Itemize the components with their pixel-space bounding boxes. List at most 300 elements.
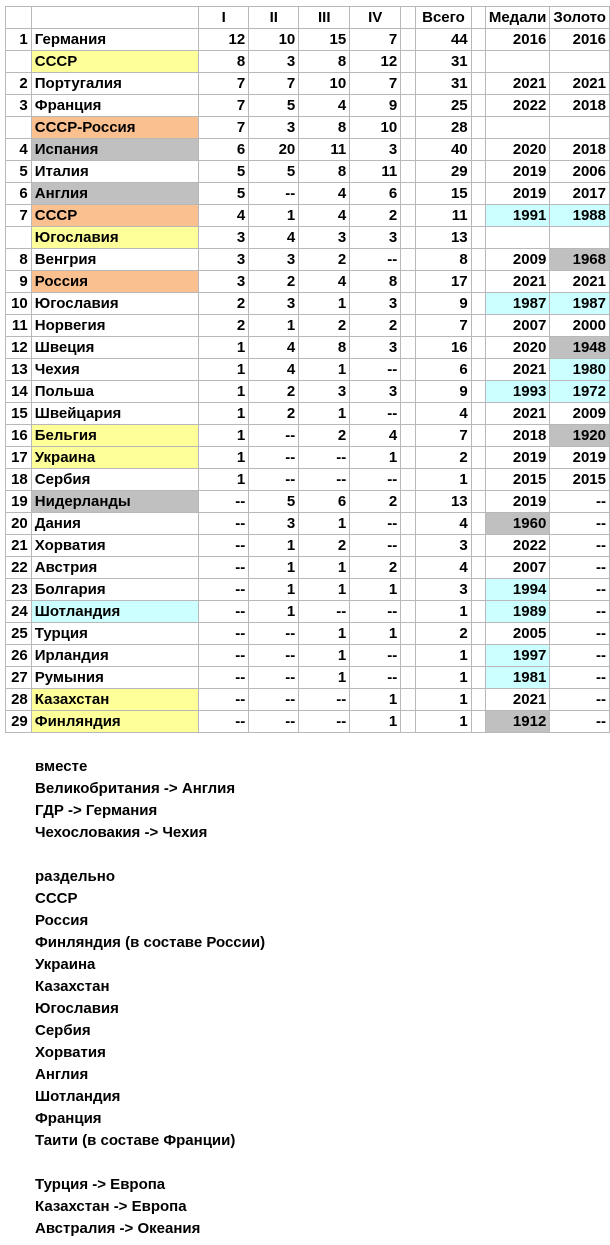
spacer-cell bbox=[401, 623, 416, 645]
total-cell: 25 bbox=[416, 95, 471, 117]
count-cell: -- bbox=[249, 667, 299, 689]
header-col-1: I bbox=[199, 7, 249, 29]
total-cell: 1 bbox=[416, 711, 471, 733]
total-cell: 17 bbox=[416, 271, 471, 293]
note-line: Франция bbox=[35, 1110, 102, 1127]
country-cell: Чехия bbox=[31, 359, 198, 381]
count-cell: 10 bbox=[249, 29, 299, 51]
note-line: Англия bbox=[35, 1066, 89, 1083]
count-cell: 12 bbox=[199, 29, 249, 51]
note-line: Россия bbox=[35, 912, 89, 929]
country-cell: Испания bbox=[31, 139, 198, 161]
medals-year-cell: 2007 bbox=[485, 315, 549, 337]
count-cell: 1 bbox=[249, 557, 299, 579]
count-cell: 6 bbox=[299, 491, 350, 513]
count-cell: 1 bbox=[199, 337, 249, 359]
note-line: вместе bbox=[35, 758, 88, 775]
table-row bbox=[6, 271, 610, 293]
count-cell: 11 bbox=[299, 139, 350, 161]
spacer-cell bbox=[471, 513, 485, 535]
medals-year-cell bbox=[485, 51, 549, 73]
count-cell: 3 bbox=[350, 381, 401, 403]
table-row bbox=[6, 689, 610, 711]
spacer-cell bbox=[471, 293, 485, 315]
note-line: Югославия bbox=[35, 1000, 119, 1017]
count-cell: 4 bbox=[299, 183, 350, 205]
count-cell: 2 bbox=[199, 293, 249, 315]
gold-year-cell: -- bbox=[550, 557, 610, 579]
header-medals: Медали bbox=[485, 7, 549, 29]
spacer-cell bbox=[401, 535, 416, 557]
spacer-cell bbox=[471, 601, 485, 623]
count-cell: -- bbox=[199, 513, 249, 535]
spacer-cell bbox=[471, 491, 485, 513]
rank-cell bbox=[6, 227, 32, 249]
spacer-cell bbox=[401, 711, 416, 733]
total-cell: 15 bbox=[416, 183, 471, 205]
gold-year-cell: -- bbox=[550, 491, 610, 513]
count-cell: 2 bbox=[299, 249, 350, 271]
spacer-cell bbox=[401, 7, 416, 29]
note-line: Великобритания -> Англия bbox=[35, 780, 236, 797]
total-cell: 31 bbox=[416, 51, 471, 73]
count-cell: 3 bbox=[249, 293, 299, 315]
header-country bbox=[31, 7, 198, 29]
spacer-cell bbox=[471, 403, 485, 425]
country-cell: Германия bbox=[31, 29, 198, 51]
country-cell: Румыния bbox=[31, 667, 198, 689]
spacer-cell bbox=[471, 161, 485, 183]
count-cell: 3 bbox=[350, 293, 401, 315]
medals-year-cell: 1993 bbox=[485, 381, 549, 403]
gold-year-cell: -- bbox=[550, 645, 610, 667]
count-cell: -- bbox=[299, 601, 350, 623]
count-cell: -- bbox=[249, 425, 299, 447]
count-cell: 1 bbox=[350, 711, 401, 733]
count-cell: 3 bbox=[249, 249, 299, 271]
spacer-cell bbox=[471, 623, 485, 645]
count-cell: 2 bbox=[299, 535, 350, 557]
count-cell: -- bbox=[249, 469, 299, 491]
count-cell: 7 bbox=[199, 73, 249, 95]
rank-cell: 6 bbox=[6, 183, 32, 205]
note-line: Финляндия (в составе России) bbox=[35, 934, 266, 951]
spacer-cell bbox=[471, 579, 485, 601]
count-cell: -- bbox=[199, 645, 249, 667]
medals-year-cell: 1989 bbox=[485, 601, 549, 623]
rank-cell: 27 bbox=[6, 667, 32, 689]
total-cell: 40 bbox=[416, 139, 471, 161]
count-cell: -- bbox=[199, 579, 249, 601]
rank-cell: 24 bbox=[6, 601, 32, 623]
header-col-2: II bbox=[249, 7, 299, 29]
count-cell: 2 bbox=[350, 315, 401, 337]
count-cell: -- bbox=[199, 689, 249, 711]
total-cell: 16 bbox=[416, 337, 471, 359]
table-row bbox=[6, 293, 610, 315]
medals-year-cell: 2021 bbox=[485, 403, 549, 425]
count-cell: -- bbox=[350, 359, 401, 381]
table-row bbox=[6, 579, 610, 601]
gold-year-cell: 2021 bbox=[550, 73, 610, 95]
spacer-cell bbox=[471, 271, 485, 293]
country-cell: Венгрия bbox=[31, 249, 198, 271]
rank-cell: 14 bbox=[6, 381, 32, 403]
count-cell: 7 bbox=[199, 117, 249, 139]
spacer-cell bbox=[401, 271, 416, 293]
spacer-cell bbox=[471, 359, 485, 381]
count-cell: 3 bbox=[249, 51, 299, 73]
count-cell: 1 bbox=[350, 689, 401, 711]
total-cell: 6 bbox=[416, 359, 471, 381]
country-cell: Болгария bbox=[31, 579, 198, 601]
count-cell: 1 bbox=[299, 645, 350, 667]
spacer-cell bbox=[401, 667, 416, 689]
count-cell: 1 bbox=[350, 579, 401, 601]
count-cell: 1 bbox=[299, 293, 350, 315]
table-row bbox=[6, 403, 610, 425]
country-cell: Швеция bbox=[31, 337, 198, 359]
spacer-cell bbox=[471, 557, 485, 579]
medals-year-cell: 2020 bbox=[485, 139, 549, 161]
total-cell: 1 bbox=[416, 645, 471, 667]
note-line: Украина bbox=[35, 956, 96, 973]
table-row bbox=[6, 73, 610, 95]
spacer-cell bbox=[401, 447, 416, 469]
table-row bbox=[6, 601, 610, 623]
count-cell: 5 bbox=[249, 491, 299, 513]
total-cell: 28 bbox=[416, 117, 471, 139]
header-col-3: III bbox=[299, 7, 350, 29]
table-row bbox=[6, 491, 610, 513]
medals-year-cell: 2019 bbox=[485, 491, 549, 513]
table-row bbox=[6, 249, 610, 271]
count-cell: -- bbox=[350, 403, 401, 425]
total-cell: 4 bbox=[416, 557, 471, 579]
count-cell: 4 bbox=[350, 425, 401, 447]
count-cell: 2 bbox=[249, 381, 299, 403]
country-cell: Финляндия bbox=[31, 711, 198, 733]
count-cell: 15 bbox=[299, 29, 350, 51]
spacer-cell bbox=[471, 711, 485, 733]
rank-cell: 22 bbox=[6, 557, 32, 579]
note-line: раздельно bbox=[35, 868, 115, 885]
gold-year-cell: 1920 bbox=[550, 425, 610, 447]
gold-year-cell: -- bbox=[550, 711, 610, 733]
rank-cell bbox=[6, 51, 32, 73]
gold-year-cell: 2018 bbox=[550, 95, 610, 117]
count-cell: 5 bbox=[199, 161, 249, 183]
count-cell: 1 bbox=[299, 513, 350, 535]
count-cell: 2 bbox=[350, 557, 401, 579]
spacer-cell bbox=[471, 139, 485, 161]
spacer-cell bbox=[471, 249, 485, 271]
spacer-cell bbox=[401, 183, 416, 205]
country-cell: Украина bbox=[31, 447, 198, 469]
medals-year-cell: 2021 bbox=[485, 359, 549, 381]
count-cell: -- bbox=[249, 183, 299, 205]
spacer-cell bbox=[401, 117, 416, 139]
spacer-cell bbox=[401, 73, 416, 95]
count-cell: 3 bbox=[299, 227, 350, 249]
spacer-cell bbox=[471, 667, 485, 689]
spacer-cell bbox=[471, 689, 485, 711]
count-cell: 1 bbox=[199, 447, 249, 469]
table-row bbox=[6, 359, 610, 381]
rank-cell: 21 bbox=[6, 535, 32, 557]
count-cell: 8 bbox=[299, 161, 350, 183]
total-cell: 7 bbox=[416, 315, 471, 337]
spacer-cell bbox=[401, 403, 416, 425]
spacer-cell bbox=[471, 315, 485, 337]
total-cell: 2 bbox=[416, 623, 471, 645]
spacer-cell bbox=[401, 51, 416, 73]
medals-year-cell: 2009 bbox=[485, 249, 549, 271]
gold-year-cell: 1972 bbox=[550, 381, 610, 403]
count-cell: 2 bbox=[299, 425, 350, 447]
count-cell: 1 bbox=[299, 557, 350, 579]
medals-year-cell: 2021 bbox=[485, 689, 549, 711]
count-cell: 1 bbox=[299, 623, 350, 645]
gold-year-cell: 1987 bbox=[550, 293, 610, 315]
rank-cell: 20 bbox=[6, 513, 32, 535]
count-cell: 6 bbox=[350, 183, 401, 205]
count-cell: 20 bbox=[249, 139, 299, 161]
table-row bbox=[6, 381, 610, 403]
spacer-cell bbox=[401, 161, 416, 183]
spacer-cell bbox=[401, 579, 416, 601]
note-line: Сербия bbox=[35, 1022, 91, 1039]
rank-cell: 8 bbox=[6, 249, 32, 271]
rank-cell: 25 bbox=[6, 623, 32, 645]
count-cell: 4 bbox=[299, 95, 350, 117]
country-cell: Австрия bbox=[31, 557, 198, 579]
table-row bbox=[6, 535, 610, 557]
spacer-cell bbox=[471, 645, 485, 667]
count-cell: 8 bbox=[199, 51, 249, 73]
medals-year-cell bbox=[485, 227, 549, 249]
count-cell: 1 bbox=[199, 403, 249, 425]
rank-cell: 2 bbox=[6, 73, 32, 95]
rank-cell: 16 bbox=[6, 425, 32, 447]
count-cell: 3 bbox=[350, 139, 401, 161]
count-cell: 4 bbox=[299, 205, 350, 227]
country-cell: СССР-Россия bbox=[31, 117, 198, 139]
spacer-cell bbox=[471, 183, 485, 205]
total-cell: 4 bbox=[416, 513, 471, 535]
count-cell: -- bbox=[199, 623, 249, 645]
count-cell: 3 bbox=[199, 227, 249, 249]
table-row bbox=[6, 425, 610, 447]
total-cell: 1 bbox=[416, 667, 471, 689]
total-cell: 29 bbox=[416, 161, 471, 183]
count-cell: 2 bbox=[299, 315, 350, 337]
medals-year-cell: 2019 bbox=[485, 183, 549, 205]
spacer-cell bbox=[471, 95, 485, 117]
count-cell: 2 bbox=[199, 315, 249, 337]
total-cell: 3 bbox=[416, 535, 471, 557]
count-cell: 1 bbox=[249, 579, 299, 601]
count-cell: 12 bbox=[350, 51, 401, 73]
medals-year-cell: 2022 bbox=[485, 95, 549, 117]
total-cell: 11 bbox=[416, 205, 471, 227]
gold-year-cell bbox=[550, 51, 610, 73]
count-cell: -- bbox=[199, 667, 249, 689]
count-cell: -- bbox=[249, 447, 299, 469]
notes-block bbox=[35, 756, 265, 1240]
total-cell: 2 bbox=[416, 447, 471, 469]
count-cell: -- bbox=[350, 667, 401, 689]
medals-year-cell: 2020 bbox=[485, 337, 549, 359]
count-cell: -- bbox=[350, 249, 401, 271]
table-row bbox=[6, 513, 610, 535]
spacer-cell bbox=[401, 249, 416, 271]
table-row bbox=[6, 623, 610, 645]
count-cell: 8 bbox=[299, 51, 350, 73]
count-cell: 9 bbox=[350, 95, 401, 117]
count-cell: 4 bbox=[249, 359, 299, 381]
count-cell: -- bbox=[199, 491, 249, 513]
count-cell: 5 bbox=[249, 161, 299, 183]
rank-cell: 11 bbox=[6, 315, 32, 337]
gold-year-cell: -- bbox=[550, 667, 610, 689]
table-row bbox=[6, 205, 610, 227]
count-cell: -- bbox=[199, 711, 249, 733]
count-cell: -- bbox=[199, 601, 249, 623]
table-row bbox=[6, 183, 610, 205]
count-cell: 1 bbox=[299, 359, 350, 381]
gold-year-cell: 2000 bbox=[550, 315, 610, 337]
spacer-cell bbox=[401, 359, 416, 381]
spacer-cell bbox=[401, 557, 416, 579]
country-cell: Дания bbox=[31, 513, 198, 535]
count-cell: 5 bbox=[249, 95, 299, 117]
count-cell: 1 bbox=[249, 315, 299, 337]
total-cell: 31 bbox=[416, 73, 471, 95]
spacer-cell bbox=[401, 469, 416, 491]
medals-year-cell: 2019 bbox=[485, 161, 549, 183]
rank-cell: 19 bbox=[6, 491, 32, 513]
table-row bbox=[6, 557, 610, 579]
spacer-cell bbox=[401, 95, 416, 117]
count-cell: -- bbox=[249, 711, 299, 733]
table-row bbox=[6, 29, 610, 51]
medals-year-cell: 2018 bbox=[485, 425, 549, 447]
count-cell: 10 bbox=[299, 73, 350, 95]
note-blank-line bbox=[35, 844, 265, 866]
medals-year-cell: 2005 bbox=[485, 623, 549, 645]
rank-cell: 9 bbox=[6, 271, 32, 293]
count-cell: 8 bbox=[299, 337, 350, 359]
rank-cell: 15 bbox=[6, 403, 32, 425]
country-cell: Англия bbox=[31, 183, 198, 205]
header-total: Всего bbox=[416, 7, 471, 29]
rank-cell: 23 bbox=[6, 579, 32, 601]
header-row bbox=[6, 7, 610, 29]
country-cell: Польша bbox=[31, 381, 198, 403]
count-cell: -- bbox=[249, 623, 299, 645]
table-row bbox=[6, 117, 610, 139]
gold-year-cell: -- bbox=[550, 535, 610, 557]
table-row bbox=[6, 667, 610, 689]
count-cell: -- bbox=[350, 513, 401, 535]
country-cell: Югославия bbox=[31, 293, 198, 315]
gold-year-cell: 2015 bbox=[550, 469, 610, 491]
country-cell: Норвегия bbox=[31, 315, 198, 337]
medal-table-body bbox=[6, 7, 610, 733]
spacer-cell bbox=[471, 381, 485, 403]
country-cell: Россия bbox=[31, 271, 198, 293]
gold-year-cell bbox=[550, 227, 610, 249]
count-cell: 1 bbox=[249, 535, 299, 557]
gold-year-cell: 1988 bbox=[550, 205, 610, 227]
note-blank-line bbox=[35, 1152, 265, 1174]
total-cell: 9 bbox=[416, 381, 471, 403]
note-line: Хорватия bbox=[35, 1044, 106, 1061]
medals-year-cell: 1960 bbox=[485, 513, 549, 535]
gold-year-cell: -- bbox=[550, 601, 610, 623]
total-cell: 1 bbox=[416, 601, 471, 623]
note-line: ГДР -> Германия bbox=[35, 802, 158, 819]
medals-year-cell: 1994 bbox=[485, 579, 549, 601]
count-cell: 1 bbox=[299, 667, 350, 689]
gold-year-cell: 2021 bbox=[550, 271, 610, 293]
rank-cell: 26 bbox=[6, 645, 32, 667]
count-cell: 1 bbox=[199, 425, 249, 447]
table-row bbox=[6, 337, 610, 359]
medals-year-cell: 2015 bbox=[485, 469, 549, 491]
table-row bbox=[6, 227, 610, 249]
rank-cell: 13 bbox=[6, 359, 32, 381]
table-row bbox=[6, 315, 610, 337]
spacer-cell bbox=[401, 425, 416, 447]
spacer-cell bbox=[401, 315, 416, 337]
count-cell: 5 bbox=[199, 183, 249, 205]
count-cell: 2 bbox=[249, 403, 299, 425]
gold-year-cell: 2018 bbox=[550, 139, 610, 161]
country-cell: Швейцария bbox=[31, 403, 198, 425]
table-row bbox=[6, 161, 610, 183]
spacer-cell bbox=[471, 29, 485, 51]
table-row bbox=[6, 139, 610, 161]
spacer-cell bbox=[471, 205, 485, 227]
count-cell: 7 bbox=[249, 73, 299, 95]
count-cell: -- bbox=[350, 535, 401, 557]
spacer-cell bbox=[471, 117, 485, 139]
country-cell: Нидерланды bbox=[31, 491, 198, 513]
count-cell: -- bbox=[299, 447, 350, 469]
gold-year-cell: -- bbox=[550, 689, 610, 711]
note-line: Австралия -> Океания bbox=[35, 1220, 201, 1237]
spacer-cell bbox=[401, 645, 416, 667]
total-cell: 9 bbox=[416, 293, 471, 315]
note-line: Чехословакия -> Чехия bbox=[35, 824, 208, 841]
spacer-cell bbox=[401, 381, 416, 403]
gold-year-cell: 1980 bbox=[550, 359, 610, 381]
gold-year-cell bbox=[550, 117, 610, 139]
gold-year-cell: 1948 bbox=[550, 337, 610, 359]
country-cell: СССР bbox=[31, 51, 198, 73]
count-cell: 1 bbox=[249, 205, 299, 227]
spacer-cell bbox=[401, 689, 416, 711]
spacer-cell bbox=[401, 29, 416, 51]
total-cell: 1 bbox=[416, 689, 471, 711]
count-cell: 3 bbox=[350, 227, 401, 249]
count-cell: 1 bbox=[299, 579, 350, 601]
spacer-cell bbox=[401, 513, 416, 535]
medals-year-cell: 1991 bbox=[485, 205, 549, 227]
medals-year-cell: 2016 bbox=[485, 29, 549, 51]
